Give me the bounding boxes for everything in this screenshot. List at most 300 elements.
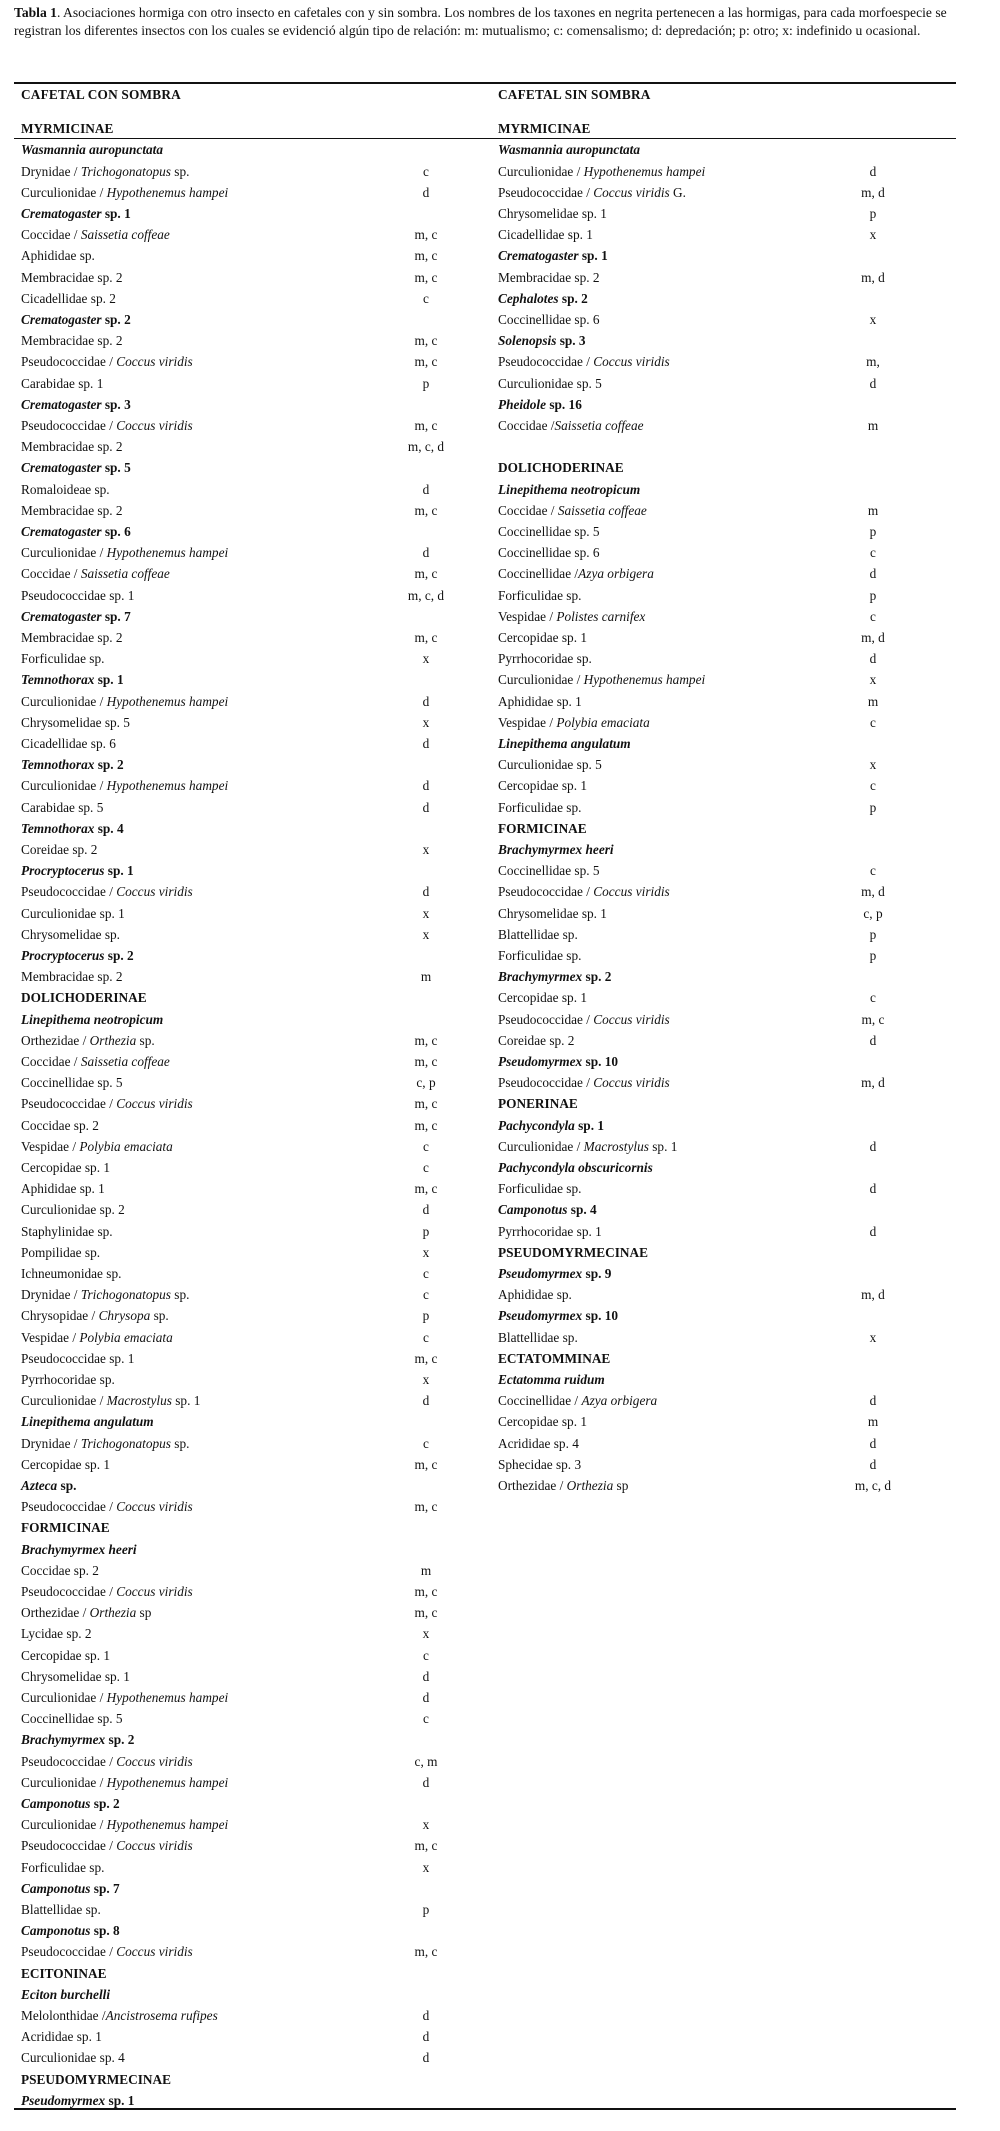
relation-type: p [422, 1308, 430, 1324]
relation-type: d [422, 184, 430, 200]
name-separator: / [105, 1944, 117, 1960]
relation-type: m [420, 1562, 432, 1578]
name-separator: / [582, 184, 594, 200]
insect-name [21, 161, 189, 182]
ant-taxon [21, 203, 131, 224]
insect-family: Pseudococcidae [21, 354, 106, 370]
relation-type: m, d [861, 884, 885, 900]
name-separator: / [70, 163, 81, 179]
relation-type: d [422, 884, 430, 900]
name-separator: / [96, 184, 107, 200]
insect-species: Hypothenemus hampei [106, 545, 229, 561]
relation-type: x [869, 312, 877, 327]
insect-family: Vespidae [498, 608, 546, 624]
insect-name [21, 1199, 125, 1220]
insect-suffix: sp. [150, 1308, 169, 1324]
insect-family: Coccinellidae sp. 6 [498, 545, 600, 561]
name-separator: / [79, 1605, 90, 1621]
insect-suffix: sp. 1 [171, 1393, 201, 1409]
subfamily-name: FORMICINAE [498, 820, 587, 836]
relation-type: c [423, 163, 429, 179]
insect-name [498, 1433, 579, 1454]
insect-name [498, 903, 607, 924]
relation-type: d [422, 778, 430, 794]
ant-species-suffix: sp. 2 [558, 290, 588, 306]
relation-type: d [869, 1456, 877, 1472]
relation-type: c [423, 1287, 429, 1303]
ant-taxon [21, 1411, 154, 1432]
ant-taxon [498, 139, 640, 160]
insect-family: Coreidae sp. 2 [21, 842, 98, 857]
insect-name [21, 479, 110, 500]
relation-type: m, c [414, 248, 438, 264]
name-separator: / [96, 1817, 107, 1833]
insect-species: Orthezia [89, 1032, 137, 1048]
relation-type: m, c [414, 1032, 438, 1048]
name-separator: / [547, 418, 555, 433]
relation-type: c [870, 863, 876, 879]
relation-type: m, c, d [407, 587, 445, 603]
name-separator: / [573, 1138, 584, 1154]
insect-species: Coccus viridis [593, 1011, 670, 1027]
relation-type: d [422, 2029, 430, 2045]
name-separator: / [96, 1393, 107, 1409]
name-separator: / [96, 693, 107, 709]
insect-family: Pseudococcidae [21, 1838, 106, 1854]
insect-species: Coccus viridis [116, 1944, 193, 1960]
ant-genus: Pachycondyla [498, 1117, 575, 1133]
name-separator: / [105, 884, 117, 900]
insect-name [21, 924, 120, 945]
relation-type: c, p [863, 905, 883, 921]
ant-genus: Wasmannia auropunctata [498, 142, 640, 158]
insect-name [21, 2005, 218, 2026]
insect-family: Pseudococcidae [498, 354, 583, 370]
name-separator: / [70, 227, 81, 243]
ant-genus: Eciton burchelli [21, 1986, 111, 2002]
insect-name [498, 542, 600, 563]
insect-name [21, 712, 130, 733]
relation-type: m, c [414, 1350, 438, 1366]
name-separator: / [98, 2008, 106, 2023]
insect-name [21, 903, 125, 924]
insect-family: Pseudococcidae [498, 184, 583, 200]
name-separator: / [582, 354, 594, 370]
ant-taxon [498, 330, 586, 351]
relation-type: m, c [414, 566, 438, 582]
ant-genus: Crematogaster [498, 248, 579, 264]
relation-type: p [869, 524, 877, 539]
insect-name [498, 521, 600, 542]
insect-family: Pseudococcidae [21, 884, 106, 900]
insect-name [21, 648, 104, 669]
relation-type: d [422, 2050, 430, 2066]
insect-family: Cercopidae sp. 1 [498, 990, 587, 1006]
ant-species-suffix: sp. 1 [574, 1117, 605, 1133]
ant-species-suffix: sp. 6 [101, 524, 131, 539]
insect-species: Coccus viridis [116, 418, 193, 433]
insect-family: Membracidae sp. 2 [21, 502, 123, 518]
relation-type: x [422, 905, 430, 921]
relation-type: m, c [414, 1181, 438, 1197]
relation-type: x [422, 1372, 430, 1387]
ant-genus: Crematogaster [21, 312, 102, 327]
ant-species-suffix: sp. 4 [94, 820, 124, 836]
relation-type: c [423, 1435, 429, 1451]
insect-name [498, 1030, 574, 1051]
insect-name [498, 1136, 677, 1157]
insect-family: Curculionidae [21, 1690, 97, 1705]
insect-species: Azya orbigera [578, 566, 654, 582]
insect-name [498, 860, 600, 881]
ant-taxon [21, 1539, 137, 1560]
insect-name [21, 966, 123, 987]
insect-name [21, 1157, 110, 1178]
insect-family: Curculionidae sp. 2 [21, 1202, 125, 1218]
ant-species-suffix: sp. 10 [582, 1054, 619, 1069]
ant-species-suffix: sp. 3 [101, 396, 131, 412]
relation-type: m, c [414, 1944, 438, 1960]
ant-genus: Temnothorax [21, 820, 95, 836]
ant-taxon [21, 1729, 134, 1750]
insect-species: Hypothenemus hampei [583, 672, 706, 688]
insect-family: Coccinellidae [498, 1393, 572, 1409]
ant-taxon [21, 394, 131, 415]
name-separator: / [573, 163, 584, 179]
relation-type: x [869, 672, 877, 688]
insect-name [21, 542, 228, 563]
insect-family: Aphididae sp. [21, 248, 95, 264]
ant-genus: Crematogaster [21, 524, 102, 539]
insect-species: Saissetia coffeae [80, 566, 170, 582]
ant-taxon [21, 1793, 120, 1814]
insect-family: Chrysomelidae sp. 1 [498, 905, 607, 921]
insect-name [21, 330, 123, 351]
insect-species: Orthezia [89, 1605, 137, 1621]
insect-name [21, 1581, 193, 1602]
insect-species: Macrostylus [583, 1138, 649, 1154]
ant-species-suffix: sp. 8 [90, 1923, 120, 1939]
subfamily-name: DOLICHODERINAE [498, 460, 624, 476]
insect-name [21, 500, 123, 521]
insect-family: Drynidae [21, 1287, 71, 1303]
insect-family: Pseudococcidae [21, 1499, 106, 1515]
insect-family: Melolonthidae [21, 2008, 99, 2023]
insect-name [21, 1666, 130, 1687]
insect-species: Coccus viridis [593, 354, 670, 370]
relation-type: p [422, 375, 430, 391]
name-separator: / [546, 714, 557, 730]
insect-name [498, 924, 578, 945]
insect-family: Vespidae [21, 1329, 69, 1345]
insect-family: Blattellidae sp. [21, 1902, 101, 1917]
insect-family: Cercopidae sp. 1 [498, 630, 587, 645]
insect-name [21, 1708, 123, 1729]
insect-family: Pseudococcidae [21, 1584, 106, 1599]
insect-family: Pyrrhocoridae sp. 1 [498, 1223, 602, 1239]
insect-name [498, 945, 581, 966]
insect-family: Pyrrhocoridae sp. [21, 1372, 115, 1387]
name-separator: / [582, 1011, 594, 1027]
relation-type: x [869, 1329, 877, 1345]
insect-family: Pseudococcidae [21, 1753, 106, 1769]
relation-type: x [422, 714, 430, 730]
insect-suffix: sp. [170, 1435, 190, 1451]
insect-family: Forficulidae sp. [498, 587, 582, 603]
ant-genus: Temnothorax [21, 672, 95, 688]
insect-family: Cercopidae sp. 1 [498, 778, 587, 794]
insect-species: Chrysopa [98, 1308, 151, 1324]
relation-type: m, d [861, 1287, 885, 1303]
name-separator: / [96, 545, 107, 561]
ant-genus: Solenopsis [498, 333, 557, 349]
column-header: CAFETAL SIN SOMBRA [498, 87, 651, 102]
insect-family: Pyrrhocoridae sp. [498, 651, 592, 667]
insect-species: Coccus viridis [593, 1075, 670, 1091]
insect-name [498, 309, 600, 330]
insect-species: Hypothenemus hampei [106, 693, 229, 709]
ant-taxon [21, 139, 163, 160]
insect-name [21, 585, 134, 606]
insect-family: Acrididae sp. 4 [498, 1435, 579, 1451]
relation-type: c [423, 1329, 429, 1345]
insect-name [21, 1327, 173, 1348]
insect-species: Coccus viridis [116, 1499, 193, 1515]
ant-taxon [21, 1009, 163, 1030]
insect-family: Pseudococcidae [21, 418, 106, 433]
name-separator: / [105, 1499, 117, 1515]
ant-genus: Wasmannia auropunctata [21, 142, 163, 158]
insect-family: Pseudococcidae [498, 1011, 583, 1027]
insect-species: Coccus viridis [593, 184, 670, 200]
ant-genus: Linepithema neotropicum [21, 1011, 164, 1027]
relation-type: d [422, 2008, 430, 2023]
insect-name [21, 881, 193, 902]
ant-taxon [498, 1115, 604, 1136]
insect-species: Hypothenemus hampei [106, 1690, 229, 1705]
insect-name [21, 1115, 99, 1136]
insect-name [498, 1009, 670, 1030]
insect-family: Cicadellidae sp. 1 [498, 227, 593, 243]
relation-type: p [869, 587, 877, 603]
insect-name [21, 288, 116, 309]
insect-family: Coccidae [21, 1054, 71, 1069]
ant-species-suffix: sp. 2 [105, 1732, 135, 1748]
ant-taxon [21, 860, 134, 881]
insect-name [21, 1030, 155, 1051]
insect-family: Membracidae sp. 2 [21, 439, 123, 455]
ant-taxon [498, 839, 614, 860]
insect-name [21, 267, 123, 288]
insect-species: Polybia emaciata [79, 1138, 173, 1154]
insect-name [21, 1348, 134, 1369]
insect-family: Aphididae sp. 1 [498, 693, 582, 709]
insect-name [21, 691, 228, 712]
relation-type: m [867, 502, 879, 518]
insect-family: Coccidae sp. 2 [21, 1117, 99, 1133]
insect-family: Curculionidae sp. 5 [498, 757, 602, 773]
relation-type: x [422, 926, 430, 942]
ant-taxon [21, 606, 131, 627]
relation-type: d [422, 481, 430, 497]
relation-type: d [869, 375, 877, 391]
relation-type: x [422, 651, 430, 667]
insect-species: Macrostylus [106, 1393, 172, 1409]
relation-type: d [422, 545, 430, 561]
insect-family: Membracidae sp. 2 [21, 969, 123, 985]
ant-genus: Pseudomyrmex [21, 2092, 106, 2108]
subfamily-name: ECTATOMMINAE [498, 1350, 611, 1366]
insect-name [21, 1772, 228, 1793]
subfamily-name: FORMICINAE [21, 1520, 110, 1536]
insect-name [498, 1284, 572, 1305]
insect-family: Pompilidae sp. [21, 1244, 101, 1260]
insect-family: Cicadellidae sp. 6 [21, 736, 116, 751]
name-separator: / [105, 418, 117, 433]
relation-type: c [423, 290, 429, 306]
relation-type: p [422, 1223, 430, 1239]
insect-family: Curculionidae [21, 1393, 97, 1409]
ant-genus: Crematogaster [21, 460, 102, 476]
ant-taxon [21, 521, 131, 542]
name-separator: / [573, 672, 584, 688]
insect-name [498, 267, 600, 288]
ant-genus: Pseudomyrmex [498, 1308, 583, 1324]
insect-name [21, 436, 123, 457]
relation-type: m [867, 693, 879, 709]
insect-species: Hypothenemus hampei [106, 184, 229, 200]
insect-name [498, 161, 705, 182]
subfamily-name: PSEUDOMYRMECINAE [498, 1244, 648, 1260]
insect-family: Ichneumonidae sp. [21, 1266, 122, 1281]
relation-type: m, d [861, 269, 885, 285]
ant-taxon [21, 1878, 120, 1899]
ant-genus: Procryptocerus [21, 948, 105, 963]
ant-species-suffix: sp. 2 [90, 1796, 120, 1811]
insect-species: Saissetia coffeae [80, 227, 170, 243]
insect-family: Pseudococcidae sp. 1 [21, 587, 135, 603]
insect-name [498, 203, 607, 224]
insect-family: Staphylinidae sp. [21, 1223, 113, 1239]
insect-name [498, 987, 587, 1008]
relation-type: m, c [414, 418, 438, 433]
relation-type: d [869, 651, 877, 667]
insect-name [498, 224, 593, 245]
insect-family: Carabidae sp. 5 [21, 799, 104, 815]
ant-taxon [21, 754, 124, 775]
name-separator: / [556, 1478, 567, 1493]
insect-name [21, 415, 193, 436]
insect-species: Orthezia [566, 1478, 614, 1493]
insect-name [21, 1390, 200, 1411]
name-separator: / [105, 1584, 117, 1599]
relation-type: c [423, 1711, 429, 1727]
relation-type: m, c [414, 1605, 438, 1621]
relation-type: c, p [416, 1075, 436, 1091]
ant-genus: Crematogaster [21, 396, 102, 412]
relation-type: d [422, 693, 430, 709]
insect-family: Drynidae [21, 163, 71, 179]
insect-name [21, 1560, 99, 1581]
name-separator: / [79, 1032, 90, 1048]
insect-name [498, 1221, 602, 1242]
insect-name [21, 1369, 115, 1390]
ant-species-suffix: sp. 7 [101, 608, 131, 624]
ant-species-suffix: sp. 2 [94, 757, 124, 773]
ant-species-suffix: sp. 2 [101, 312, 131, 327]
insect-name [21, 1072, 123, 1093]
ant-species-suffix: sp. 9 [582, 1266, 612, 1281]
name-separator: / [70, 1435, 81, 1451]
insect-family: Chrysomelidae sp. 5 [21, 714, 130, 730]
relation-type: d [869, 1138, 877, 1154]
ant-taxon [498, 1263, 611, 1284]
ant-taxon [21, 945, 134, 966]
insect-name [498, 1411, 587, 1432]
ant-species-suffix: sp. 1 [104, 863, 134, 879]
insect-name [21, 1242, 100, 1263]
insect-family: Forficulidae sp. [21, 1859, 105, 1875]
insect-name [21, 1814, 228, 1835]
relation-type: x [422, 1859, 430, 1875]
ant-genus: Linepithema neotropicum [498, 481, 641, 497]
insect-family: Pseudococcidae sp. 1 [21, 1350, 135, 1366]
ant-genus: Camponotus [21, 1923, 91, 1939]
insect-species: Trichogonatopus [80, 1287, 171, 1303]
insect-name [498, 415, 644, 436]
bottom-rule [14, 2108, 956, 2110]
insect-name [21, 1899, 101, 1920]
insect-family: Curculionidae [498, 163, 574, 179]
insect-family: Coccinellidae sp. 5 [498, 524, 600, 539]
ant-genus: Pheidole [498, 396, 547, 412]
name-separator: / [69, 1329, 80, 1345]
insect-suffix: sp. [136, 1032, 155, 1048]
insect-family: Orthezidae [21, 1032, 80, 1048]
relation-type: m, c [414, 1499, 438, 1515]
insect-family: Blattellidae sp. [498, 1329, 578, 1345]
relation-type: x [422, 1244, 430, 1260]
insect-name [21, 1835, 193, 1856]
insect-family: Orthezidae [498, 1478, 557, 1493]
relation-type: p [869, 926, 877, 942]
subfamily-name: PSEUDOMYRMECINAE [21, 2071, 171, 2087]
relation-type: m, c [861, 1011, 885, 1027]
insect-family: Curculionidae sp. 1 [21, 905, 125, 921]
insect-name [498, 627, 587, 648]
insect-family: Curculionidae [21, 693, 97, 709]
name-separator: / [96, 1690, 107, 1705]
name-separator: / [105, 1753, 117, 1769]
ant-taxon [498, 1051, 618, 1072]
name-separator: / [105, 354, 117, 370]
ant-taxon [498, 479, 640, 500]
insect-family: Cercopidae sp. 1 [21, 1456, 110, 1472]
insect-family: Chrysopidae [21, 1308, 89, 1324]
ant-genus: Brachymyrmex [21, 1732, 106, 1748]
ant-genus: Linepithema angulatum [21, 1414, 154, 1430]
insect-family: Coccinellidae sp. 5 [498, 863, 600, 879]
insect-family: Chrysomelidae sp. [21, 926, 120, 942]
ant-taxon [498, 1199, 597, 1220]
insect-family: Forficulidae sp. [498, 799, 582, 815]
insect-name [21, 373, 103, 394]
insect-name [21, 1645, 110, 1666]
insect-family: Membracidae sp. 2 [21, 630, 123, 645]
relation-type: m, d [861, 184, 885, 200]
insect-family: Membracidae sp. 2 [21, 269, 123, 285]
insect-family: Drynidae [21, 1435, 71, 1451]
